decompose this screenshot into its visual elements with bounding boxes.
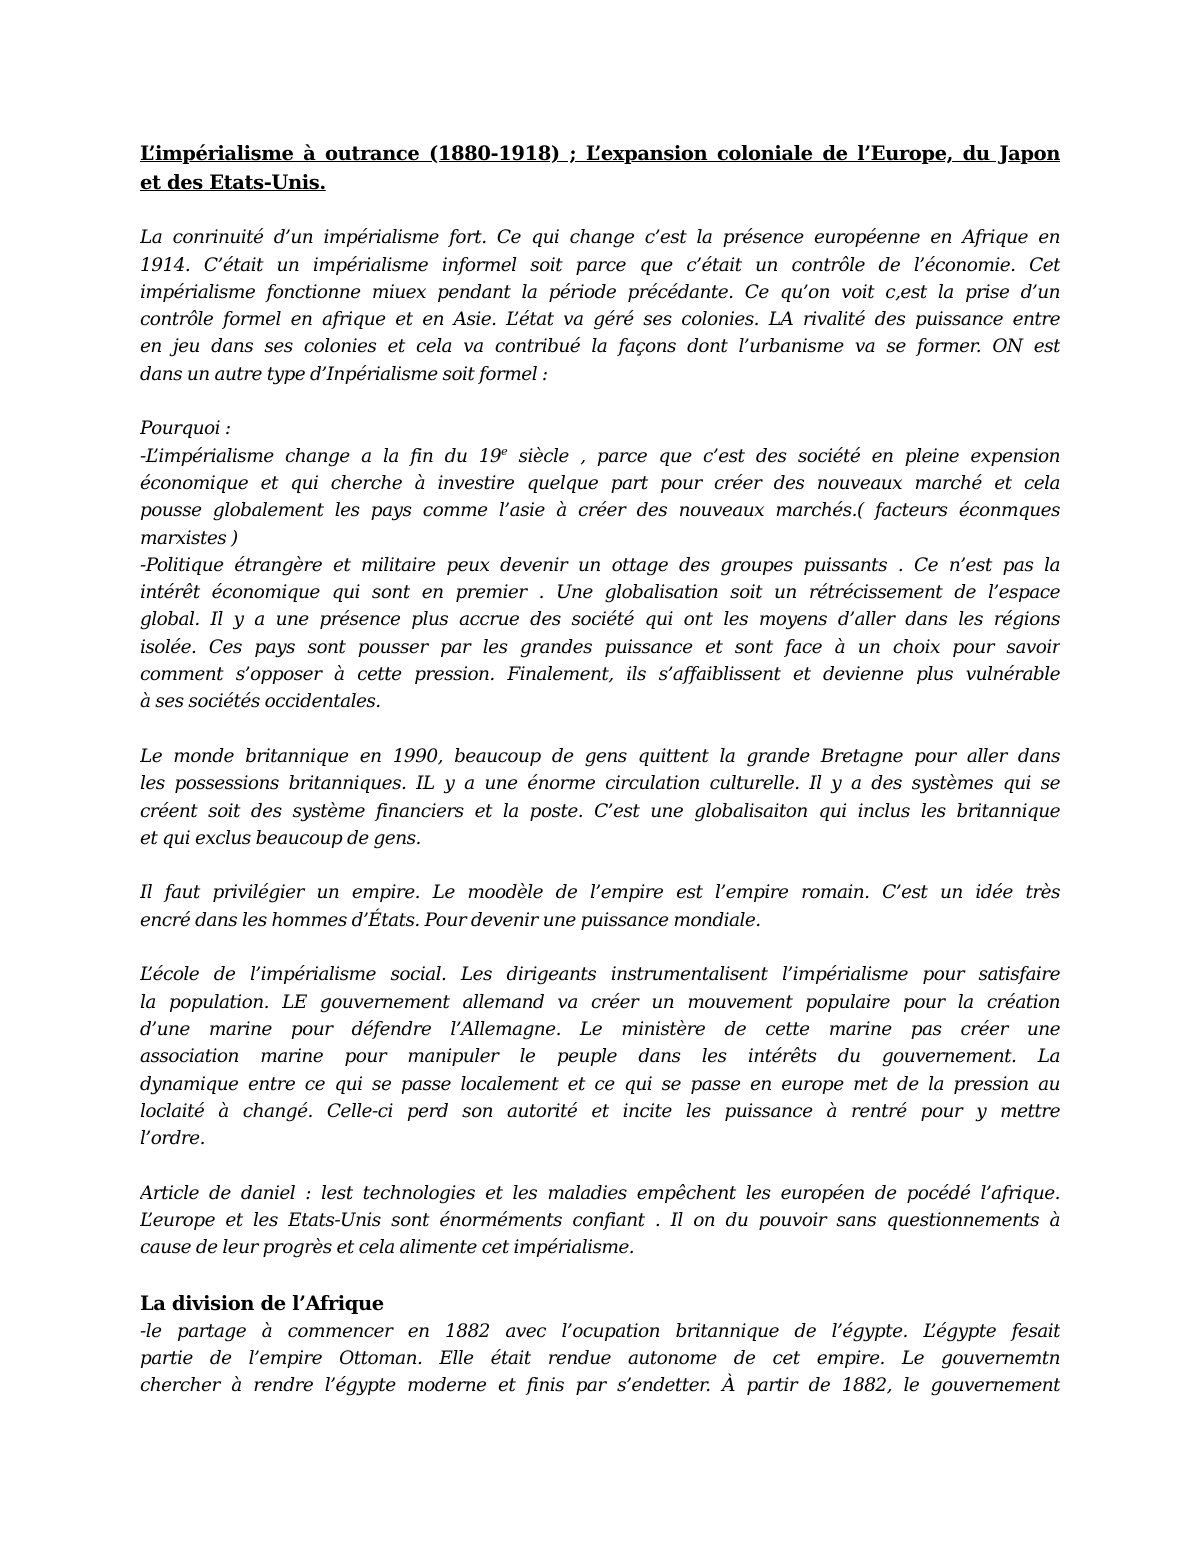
paragraph-division: [140, 1318, 1060, 1400]
text-line: intérêt économique qui sont en premier . Une globalisation soit un rétrécissement de l’espace: [140, 582, 1060, 604]
text-line: marxistes ): [140, 527, 238, 549]
text-line: dans un autre type d’Inpérialisme soit formel :: [140, 363, 548, 385]
paragraph-empire: [140, 879, 1060, 934]
paragraph-british-world: [140, 743, 1060, 852]
text-line: L’europe et les Etats-Unis sont énorméments confiant . Il on du pouvoir sans questionnements à: [140, 1209, 1060, 1231]
text-line: La conrinuité d’un impérialisme fort. Ce qui change c’est la présence européenne en Afrique en: [140, 227, 1060, 249]
document-title: [140, 140, 1060, 197]
text-line: impérialisme fonctionne miuex pendant la période précédante. Ce qu’on voit c,est la prise d’un: [140, 281, 1060, 303]
section-heading: La division de l’Afrique: [140, 1291, 384, 1315]
text-line: d’une marine pour défendre l’Allemagne. Le ministère de cette marine pas créer une: [140, 1018, 1060, 1040]
text-line: Il faut privilégier un empire. Le moodèle de l’empire est l’empire romain. C’est un idée très: [140, 882, 1060, 904]
text-line: en jeu dans ses colonies et cela va contribué la façons dont l’urbanisme va se former. ON est: [140, 336, 1060, 358]
text-line: l’ordre.: [140, 1128, 205, 1150]
text-line: chercher à rendre l’égypte moderne et finis par s’endetter. À partir de 1882, le gouvernement: [140, 1375, 1060, 1397]
paragraph-social-imperialism: [140, 961, 1060, 1152]
paragraph-continuity: [140, 224, 1060, 388]
text-line: association marine pour manipuler le peuple dans les intérêts du gouvernement. La: [140, 1046, 1060, 1068]
text-line: 1914. C’était un impérialisme informel soit parce que c’était un contrôle de l’économie. Cet: [140, 254, 1060, 276]
text-line: les possessions britanniques. IL y a une énorme circulation culturelle. Il y a des systèmes qui se: [140, 773, 1060, 795]
text-line: cause de leur progrès et cela alimente cet impérialisme.: [140, 1237, 635, 1259]
text-line: isolée. Ces pays sont pousser par les grandes puissance et sont face à un choix pour savoir: [140, 636, 1060, 658]
text-line: et qui exclus beaucoup de gens.: [140, 827, 421, 849]
text-line: -Politique étrangère et militaire peux devenir un ottage des groupes puissants . Ce n’est pas la: [140, 554, 1060, 576]
text-line: partie de l’empire Ottoman. Elle était rendue autonome de cet empire. Le gouvernemtn: [140, 1348, 1060, 1370]
text-line: encré dans les hommes d’États. Pour devenir une puissance mondiale.: [140, 909, 761, 931]
text-line: global. Il y a une présence plus accrue des société qui ont les moyens d’aller dans les régions: [140, 609, 1060, 631]
text-line: pousse globalement les pays comme l’asie à créer des nouveaux marchés.( facteurs éconmques: [140, 500, 1060, 522]
text-line: créent soit des système financiers et la poste. C’est une globalisaiton qui inclus les britannique: [140, 800, 1060, 822]
text-line: Article de daniel : lest technologies et les maladies empêchent les européen de pocédé l’afrique.: [140, 1182, 1060, 1204]
text-line: dynamique entre ce qui se passe localement et ce qui se passe en europe met de la pression au: [140, 1073, 1060, 1095]
text-line: -le partage à commencer en 1882 avec l’ocupation britannique de l’égypte. L’égypte fesait: [140, 1320, 1060, 1342]
paragraph-why: [140, 415, 1060, 715]
text-line: L’école de l’impérialisme social. Les dirigeants instrumentalisent l’impérialisme pour satisfaire: [140, 964, 1060, 986]
text-line: Le monde britannique en 1990, beaucoup de gens quittent la grande Bretagne pour aller dans: [140, 745, 1060, 767]
text-line: -L’impérialisme change a la fin du 19e siècle , parce que c’est des société en pleine expension: [140, 444, 1060, 467]
text-line: contrôle formel en afrique et en Asie. L’état va géré ses colonies. LA rivalité des puissance entre: [140, 309, 1060, 331]
document-page: [140, 140, 1060, 1553]
title-line: L’impérialisme à outrance (1880-1918) ; L’expansion coloniale de l’Europe, du Japon: [140, 142, 1060, 165]
text-line: à ses sociétés occidentales.: [140, 691, 381, 713]
paragraph-heading: Pourquoi :: [140, 418, 231, 440]
text-line: comment s’opposer à cette pression. Finalement, ils s’affaiblissent et devienne plus vulnérable: [140, 664, 1060, 686]
title-line: et des Etats-Unis.: [140, 170, 326, 194]
paragraph-article: [140, 1180, 1060, 1262]
text-line: économique et qui cherche à investire quelque part pour créer des nouveaux marché et cela: [140, 472, 1060, 494]
text-line: la population. LE gouvernement allemand va créer un mouvement populaire pour la création: [140, 991, 1060, 1013]
text-line: loclaité à changé. Celle-ci perd son autorité et incite les puissance à rentré pour y mettre: [140, 1100, 1060, 1122]
